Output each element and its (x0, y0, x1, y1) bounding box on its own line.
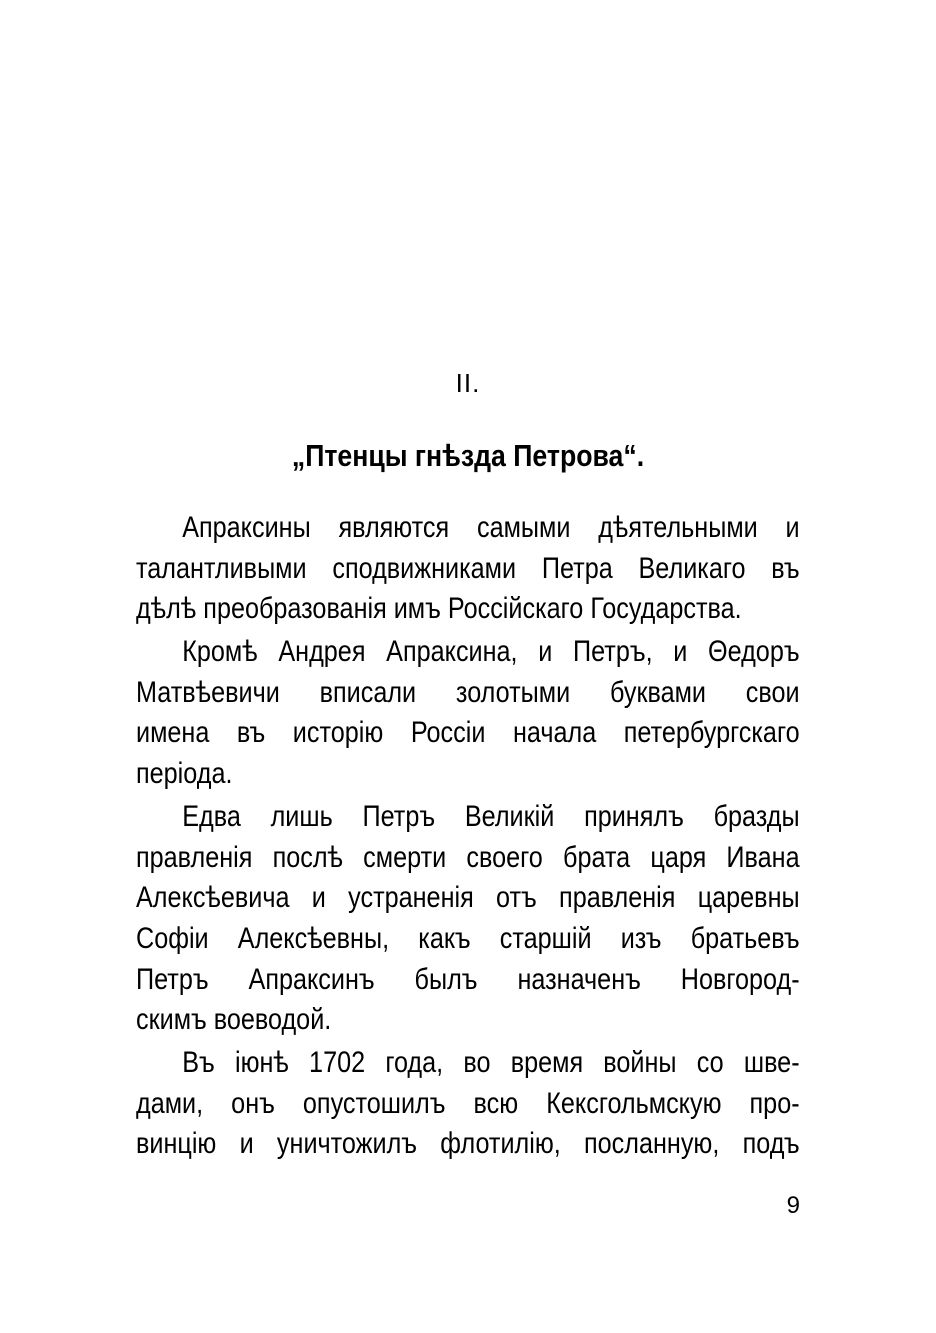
text-line: Апраксины являются самыми дѣятельными и (182, 511, 800, 544)
text-line: талантливыми сподвижниками Петра Великаго въ (136, 551, 800, 585)
paragraph (136, 508, 800, 630)
text-line: скимъ воеводой. (136, 1003, 332, 1037)
text-line: винцію и уничтожилъ флотилію, посланную, подъ (136, 1127, 800, 1161)
paragraph (136, 797, 800, 1041)
text-line: Алексѣевича и устраненія отъ правленія царевны (136, 881, 800, 915)
paragraph (136, 1043, 800, 1165)
text-line: Софіи Алексѣевны, какъ старшій изъ братьевъ (136, 921, 800, 955)
paragraph (136, 632, 800, 795)
text-line: періода. (136, 757, 233, 791)
text-line: Въ іюнѣ 1702 года, во время войны со шве- (182, 1045, 800, 1079)
body-text (136, 508, 800, 1167)
text-line: Кромѣ Андрея Апраксина, и Петръ, и Θедоръ (182, 635, 800, 669)
text-line: Матвѣевичи вписали золотыми буквами свои (136, 675, 800, 709)
page-number: 9 (786, 1192, 800, 1219)
text-line: Петръ Апраксинъ былъ назначенъ Новгород- (136, 962, 800, 996)
text-line: дами, онъ опустошилъ всю Кексгольмскую про- (136, 1086, 800, 1120)
chapter-title: „Птенцы гнѣзда Петрова“. (291, 438, 645, 473)
text-line: имена въ исторію Россіи начала петербургскаго (136, 716, 800, 750)
chapter-number: II. (455, 368, 481, 398)
text-line: правленія послѣ смерти своего брата царя Ивана (136, 840, 800, 874)
text-line: дѣлѣ преобразованія имъ Россійскаго Государства. (136, 592, 742, 626)
text-line: Едва лишь Петръ Великій принялъ бразды (182, 799, 800, 833)
